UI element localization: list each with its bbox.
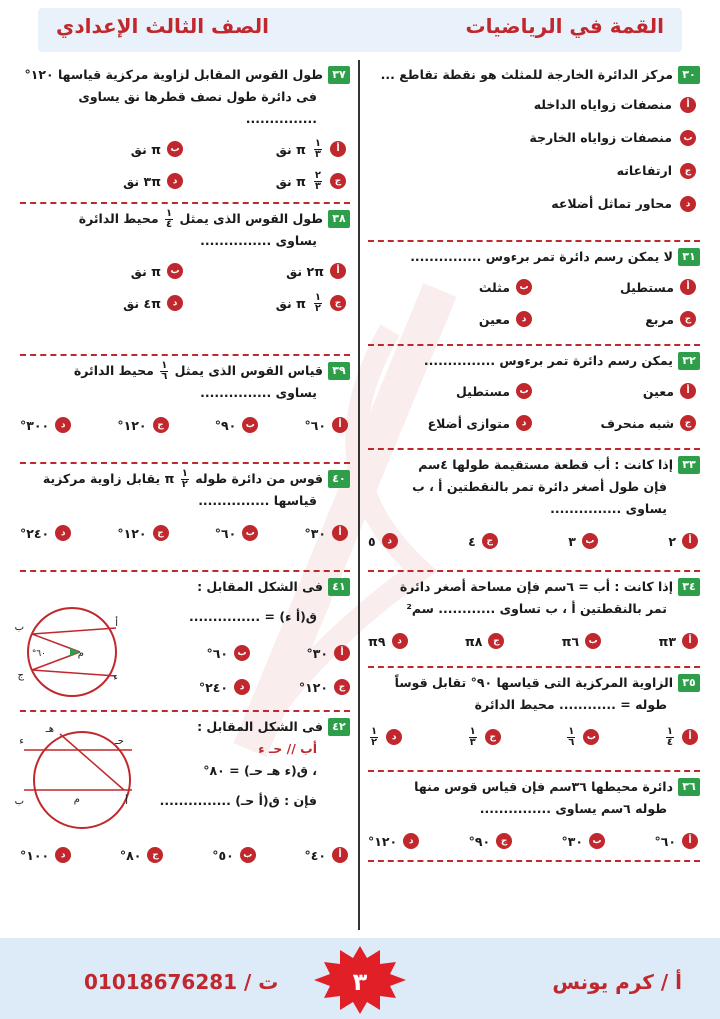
question-36 — [368, 776, 700, 858]
question-32 — [368, 350, 700, 446]
option[interactable]: أ ٢π نق — [183, 256, 346, 286]
question-text: فى الشكل المقابل : — [197, 579, 323, 594]
fraction: $\frac{١}{٣}$ — [314, 137, 321, 160]
question-text-cont: فإن : ق(أ حـ) ............... — [159, 793, 317, 808]
question-number: ٣٢ — [678, 352, 700, 370]
question-number: ٣٨ — [328, 210, 350, 228]
author-name: أ / كرم يونس — [552, 970, 682, 994]
fraction: $\frac{١}{٦}$ — [161, 360, 168, 382]
point-label: حـ — [114, 736, 124, 747]
question-text: إذا كانت : أب = ٦سم فإن مساحة أصغر دائرة — [399, 579, 673, 594]
option[interactable]: أ ٣٠° — [304, 518, 348, 548]
question-separator — [20, 462, 350, 464]
center-label: م — [73, 794, 80, 805]
right-column — [368, 58, 700, 866]
question-number: ٣٠ — [678, 66, 700, 84]
option[interactable]: أ π٣ — [658, 626, 698, 656]
option[interactable]: د محاور تماثل أضلاعه — [368, 187, 696, 220]
question-text: دائرة محيطها ٣٦سم فإن قياس قوس منها — [414, 779, 673, 794]
question-33 — [368, 454, 700, 568]
option[interactable]: أ $\frac{١}{٤}$ — [664, 722, 698, 752]
point-label: ب — [14, 622, 24, 633]
question-30 — [368, 64, 700, 238]
point-label: ب — [14, 796, 24, 807]
question-separator — [368, 770, 700, 772]
question-number: ٤٠ — [328, 470, 350, 488]
point-label: ج — [17, 670, 24, 681]
column-divider — [358, 60, 360, 930]
option[interactable]: د معين — [368, 304, 532, 334]
question-39 — [20, 360, 350, 460]
option[interactable]: ب ٦٠° — [150, 638, 250, 668]
point-label: هـ — [45, 724, 54, 735]
question-number: ٣٤ — [678, 578, 700, 596]
option[interactable]: ج ٨٠° — [120, 840, 164, 870]
option[interactable]: د ٢٤٠° — [20, 518, 71, 548]
option[interactable]: ج $\frac{١}{٣}$ — [467, 722, 501, 752]
question-number: ٣٧ — [328, 66, 350, 84]
question-separator — [20, 710, 350, 712]
option[interactable]: ج ٤ — [468, 526, 498, 556]
question-text: لا يمكن رسم دائرة تمر برءوس ............... — [410, 249, 673, 264]
option[interactable]: د ٣٠٠° — [20, 410, 71, 440]
option[interactable]: ج ١٢٠° — [117, 410, 168, 440]
option[interactable]: ج ١٢٠° — [117, 518, 168, 548]
center-label: م — [77, 648, 84, 659]
option[interactable]: ج $\frac{٢}{٣}$ π نق — [183, 166, 346, 196]
question-text: محيط الدائرة — [78, 211, 159, 226]
left-column — [14, 58, 350, 863]
question-separator — [20, 202, 350, 204]
question-31 — [368, 246, 700, 342]
question-number: ٤٢ — [328, 718, 350, 736]
option[interactable]: ب ٣ — [568, 526, 598, 556]
question-text: قياس القوس الذى يمثل — [174, 363, 323, 378]
option[interactable]: أ ٦٠° — [654, 826, 698, 856]
question-38 — [20, 208, 350, 352]
question-text: قوس من دائرة طوله — [195, 471, 323, 486]
question-separator — [368, 240, 700, 242]
option[interactable]: ج $\frac{١}{٢}$ π نق — [183, 288, 346, 318]
page-number-star — [312, 944, 408, 1014]
option[interactable]: ج ٩٠° — [469, 826, 513, 856]
question-40 — [20, 468, 350, 568]
question-text-cont: ق(أ ء) = ............... — [188, 609, 317, 624]
question-42 — [14, 716, 350, 863]
fraction: $\frac{١}{٦}$ — [568, 725, 575, 748]
question-text: مركز الدائرة الخارجة للمثلث هو نقطة تقاطع ... — [380, 67, 673, 82]
book-title: القمة في الرياضيات — [465, 14, 664, 38]
option[interactable]: ج شبه منحرف — [532, 408, 696, 438]
point-label: ء — [113, 672, 118, 683]
question-text: π يقابل زاوية مركزية — [42, 471, 175, 486]
option[interactable]: ب منصفات زواياه الخارجة — [368, 121, 696, 154]
question-text-cont: طوله = ............ محيط الدائرة — [474, 697, 667, 712]
point-label: ء — [19, 736, 24, 747]
question-text-cont: أب // حـ ء — [258, 741, 317, 756]
option[interactable]: ج ارتفاعاته — [368, 154, 696, 187]
option[interactable]: ب π نق — [20, 134, 183, 164]
phone-number: ت / 01018676281 — [84, 970, 279, 994]
fraction: $\frac{١}{٢}$ — [181, 468, 188, 490]
question-separator — [20, 354, 350, 356]
circle-figure-41 — [14, 600, 124, 704]
page-number: ٣ — [352, 968, 368, 996]
question-34 — [368, 576, 700, 664]
question-text-cont: يساوى ............... — [550, 501, 667, 516]
option[interactable]: د متوازى أضلاع — [368, 408, 532, 438]
circle-figure-42 — [14, 722, 140, 836]
question-text: الزاوية المركزية التى قياسها ٩٠° تقابل قوساً — [394, 675, 673, 690]
question-text-cont: يساوى ............... — [200, 385, 317, 400]
question-text-cont: فإن طول أصغر دائرة تمر بالنقطتين أ ، ب — [412, 479, 667, 494]
option[interactable]: د $\frac{١}{٢}$ — [368, 722, 402, 752]
option[interactable]: أ منصفات زواياه الداخله — [368, 88, 696, 121]
fraction: $\frac{١}{٣}$ — [469, 725, 476, 748]
question-text-cont: يساوى ............... — [200, 233, 317, 248]
option[interactable]: أ ٤٠° — [304, 840, 348, 870]
option[interactable]: أ ٦٠° — [304, 410, 348, 440]
option[interactable]: أ معين — [532, 376, 696, 406]
question-text-cont: فى دائرة طول نصف قطرها نق يساوى ............... — [78, 89, 317, 126]
fraction: $\frac{١}{٤}$ — [165, 208, 173, 230]
question-separator — [368, 344, 700, 346]
question-number: ٣٦ — [678, 778, 700, 796]
question-separator — [368, 448, 700, 450]
question-number: ٤١ — [328, 578, 350, 596]
question-text-cont: ، ق(ء هـ حـ) = ٨٠° — [203, 763, 317, 778]
option[interactable]: أ ٣٠° — [250, 638, 350, 668]
fraction: $\frac{٢}{٣}$ — [314, 169, 321, 192]
question-text: طول القوس الذى يمثل — [179, 211, 323, 226]
option[interactable]: أ $\frac{١}{٣}$ π نق — [183, 134, 346, 164]
question-text-cont: قياسها ............... — [198, 493, 317, 508]
point-label: أ — [125, 796, 128, 807]
question-number: ٣٣ — [678, 456, 700, 474]
option[interactable]: د ٢٤٠° — [150, 672, 250, 702]
option[interactable]: ب π٦ — [562, 626, 602, 656]
option[interactable]: د ١٢٠° — [368, 826, 419, 856]
question-41 — [14, 576, 350, 708]
grade-title: الصف الثالث الإعدادي — [56, 14, 269, 38]
option[interactable]: ب ٦٠° — [215, 518, 259, 548]
question-separator — [368, 666, 700, 668]
question-number: ٣١ — [678, 248, 700, 266]
option[interactable]: ج ١٢٠° — [250, 672, 350, 702]
option[interactable]: ب مثلث — [368, 272, 532, 302]
fraction: $\frac{١}{٢}$ — [314, 291, 321, 314]
point-label: أ — [115, 618, 118, 629]
question-text: إذا كانت : أب قطعة مستقيمة طولها ٤سم — [418, 457, 673, 472]
page-header — [0, 0, 720, 58]
question-text: محيط الدائرة — [73, 363, 154, 378]
option[interactable]: ب ٩٠° — [215, 410, 259, 440]
option[interactable]: د ١٠٠° — [20, 840, 71, 870]
question-text: يمكن رسم دائرة تمر برءوس ............... — [423, 353, 673, 368]
option[interactable]: د π٩ — [368, 626, 408, 656]
angle-label: ٦٠° — [31, 649, 46, 659]
question-text-cont: تمر بالنقطتين أ ، ب تساوى ............ سم² — [406, 601, 667, 616]
question-37 — [20, 64, 350, 200]
question-separator — [368, 570, 700, 572]
option[interactable]: د ٣π نق — [20, 166, 183, 196]
option[interactable]: د ٤π نق — [20, 288, 183, 318]
question-number: ٣٥ — [678, 674, 700, 692]
question-text: فى الشكل المقابل : — [197, 719, 323, 734]
question-35 — [368, 672, 700, 768]
option[interactable]: أ ٢ — [668, 526, 698, 556]
option[interactable]: أ مستطيل — [532, 272, 696, 302]
option[interactable]: ب π نق — [20, 256, 183, 286]
option[interactable]: ب ٥٠° — [212, 840, 256, 870]
option[interactable]: ب $\frac{١}{٦}$ — [565, 722, 599, 752]
question-separator — [20, 570, 350, 572]
question-text: طول القوس المقابل لزاوية مركزية قياسها ١٢٠° — [24, 67, 323, 82]
question-text-cont: طوله ٦سم يساوى ............... — [479, 801, 667, 816]
option[interactable]: ب ٣٠° — [562, 826, 606, 856]
question-number: ٣٩ — [328, 362, 350, 380]
option[interactable]: ج π٨ — [465, 626, 505, 656]
option[interactable]: ب مستطيل — [368, 376, 532, 406]
fraction: $\frac{١}{٢}$ — [371, 725, 378, 748]
fraction: $\frac{١}{٤}$ — [666, 725, 673, 748]
option[interactable]: د ٥ — [368, 526, 398, 556]
option[interactable]: ج مربع — [532, 304, 696, 334]
